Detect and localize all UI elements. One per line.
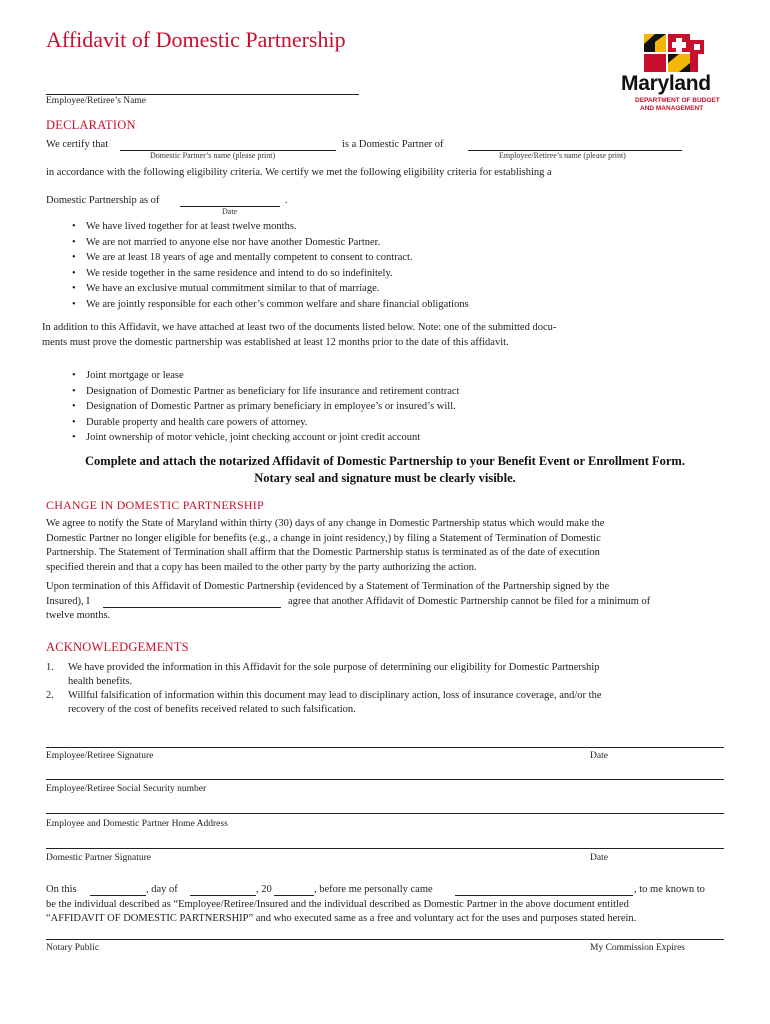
partner-of-text: is a Domestic Partner of — [342, 139, 444, 150]
list-item: • We have lived together for at least twelve months. — [72, 219, 469, 235]
partner-signature-field[interactable] — [46, 848, 724, 849]
criteria-intro-text: in accordance with the following eligibility criteria. We certify we met the following eligibility criteria for establishing a — [46, 167, 552, 178]
employee-signature-field[interactable] — [46, 747, 724, 748]
notary-year-field[interactable] — [274, 895, 314, 896]
list-item: • Designation of Domestic Partner as beneficiary for life insurance and retirement contract — [72, 384, 459, 400]
employee-name-label: Employee/Retiree’s Name — [46, 96, 146, 106]
maryland-flag-icon — [624, 32, 714, 76]
eligibility-criteria-list — [72, 219, 469, 312]
notarize-notice-line1: Complete and attach the notarized Affidavit of Domestic Partnership to your Benefit Event or Enrollment Form. — [85, 454, 685, 468]
change-p2-line2b: agree that another Affidavit of Domestic Partnership cannot be filed for a minimum of — [288, 596, 651, 607]
we-certify-text: We certify that — [46, 139, 109, 150]
employee-date-label: Date — [590, 751, 608, 761]
notary-line2: be the individual described as “Employee/Retiree/Insured and the individual described as Domestic Partner in the above document entitled — [46, 899, 629, 910]
notary-public-label: Notary Public — [46, 943, 100, 953]
list-item: • Joint ownership of motor vehicle, joint checking account or joint credit account — [72, 430, 459, 446]
notary-person-field[interactable] — [455, 895, 633, 896]
ack-2-line2: recovery of the cost of benefits received related to such falsification. — [68, 704, 356, 715]
list-item: • We are jointly responsible for each other’s common welfare and share financial obligations — [72, 297, 469, 313]
list-number: 1. — [46, 662, 54, 673]
change-paragraph-1 — [46, 517, 736, 575]
list-item: • We are not married to anyone else nor have another Domestic Partner. — [72, 235, 469, 251]
list-item: • We reside together in the same residence and intend to do so indefinitely. — [72, 266, 469, 282]
change-p1-line4: specified therein and that a copy has been mailed to the other party by the party authorizing the action. — [46, 561, 477, 573]
ack-1-line1: We have provided the information in this Affidavit for the sole purpose of determining our eligibility for Domestic Partnership — [68, 662, 600, 673]
logo-dept-line2: AND MANAGEMENT — [640, 105, 704, 112]
documents-intro-line1: In addition to this Affidavit, we have attached at least two of the documents listed below. Note: one of the submitted docu- — [42, 322, 557, 333]
logo-dept-line1: DEPARTMENT OF BUDGET — [635, 97, 720, 104]
change-p2-line3: twelve months. — [46, 610, 111, 621]
list-item — [46, 661, 736, 689]
employee-signature-label: Employee/Retiree Signature — [46, 751, 154, 761]
list-item: • We are at least 18 years of age and mentally competent to consent to contract. — [72, 250, 469, 266]
ssn-field[interactable] — [46, 779, 724, 780]
employee-name-caption: Employee/Retiree’s name (please print) — [499, 151, 626, 160]
notary-known-to: , to me known to — [634, 884, 705, 895]
notary-day-field[interactable] — [90, 895, 146, 896]
notary-line3: “AFFIDAVIT OF DOMESTIC PARTNERSHIP” and who executed same as a free and voluntary act for the uses and purposes stated herein. — [46, 913, 637, 924]
home-address-field[interactable] — [46, 813, 724, 814]
logo-name: Maryland — [621, 72, 711, 95]
employee-name-field[interactable] — [46, 94, 359, 95]
page-title: Affidavit of Domestic Partnership — [46, 27, 346, 52]
list-item: • Joint mortgage or lease — [72, 368, 459, 384]
acknowledgements-heading: ACKNOWLEDGEMENTS — [46, 640, 189, 654]
partner-signature-label: Domestic Partner Signature — [46, 853, 152, 863]
documents-list — [72, 368, 459, 446]
notary-personally-came: , before me personally came — [314, 884, 433, 895]
ack-1-line2: health benefits. — [68, 676, 133, 687]
list-item: • We have an exclusive mutual commitment similar to that of marriage. — [72, 281, 469, 297]
maryland-logo — [621, 32, 720, 116]
ack-2-line1: Willful falsification of information within this document may lead to disciplinary action, loss of insurance coverage, and/or the — [68, 690, 602, 701]
partner-name-caption: Domestic Partner’s name (please print) — [150, 151, 276, 160]
as-of-period: . — [285, 195, 288, 206]
notarize-notice-line2: Notary seal and signature must be clearly visible. — [254, 471, 516, 485]
change-p2-line2a: Insured), I — [46, 596, 90, 607]
notary-on-this: On this — [46, 884, 77, 895]
date-caption: Date — [222, 207, 238, 216]
list-item: • Designation of Domestic Partner as primary beneficiary in employee’s or insured’s will. — [72, 399, 459, 415]
change-p2-line1: Upon termination of this Affidavit of Domestic Partnership (evidenced by a Statement of Termination of the Partnership signed by the — [46, 581, 610, 592]
acknowledgements-list — [46, 661, 736, 717]
home-address-label: Employee and Domestic Partner Home Address — [46, 819, 228, 829]
notary-year-prefix: , 20 — [256, 884, 272, 895]
insured-name-field[interactable] — [103, 607, 281, 608]
declaration-heading: DECLARATION — [46, 118, 136, 132]
change-p1-line2: Domestic Partner no longer eligible for benefits (e.g., a change in joint residency,) by filing a Statement of Termination of Domestic — [46, 532, 601, 544]
list-item: • Durable property and health care powers of attorney. — [72, 415, 459, 431]
notary-month-field[interactable] — [190, 895, 256, 896]
commission-expires-label: My Commission Expires — [590, 943, 686, 953]
change-p1-line3: Partnership. The Statement of Termination shall affirm that the Domestic Partnership status is terminated as of the date of execution — [46, 547, 600, 558]
documents-intro-line2: ments must prove the domestic partnership was established at least 12 months prior to the date of this affidavit. — [42, 337, 509, 348]
partner-date-label: Date — [590, 853, 608, 863]
ssn-label: Employee/Retiree Social Security number — [46, 784, 207, 794]
list-item — [46, 689, 736, 717]
notary-signature-field[interactable] — [46, 939, 724, 940]
as-of-text: Domestic Partnership as of — [46, 195, 160, 206]
change-p1-line1: We agree to notify the State of Maryland within thirty (30) days of any change in Domestic Partnership status which would make the — [46, 518, 605, 529]
list-number: 2. — [46, 690, 54, 701]
notary-day-of: , day of — [146, 884, 178, 895]
change-heading: CHANGE IN DOMESTIC PARTNERSHIP — [46, 498, 264, 512]
